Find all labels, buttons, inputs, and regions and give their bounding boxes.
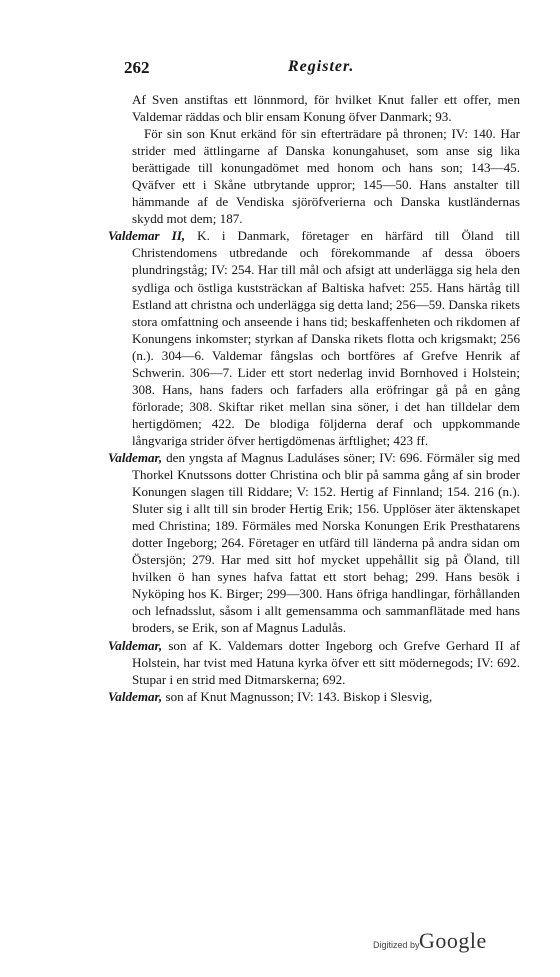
entry-text: Af Sven anstiftas ett lönnmord, för hvilket Knut faller ett offer, men Valdemar räddas och blir ensam Konung öfver Danmark; 93.	[132, 92, 520, 125]
entry-headword: Valdemar,	[108, 637, 163, 653]
page-number: 262	[124, 58, 150, 77]
register-entry	[108, 227, 520, 449]
register-body	[108, 91, 520, 705]
register-entry	[108, 125, 520, 227]
entry-text: son af Knut Magnusson; IV: 143. Biskop i Slesvig,	[165, 688, 433, 704]
entry-text: den yngsta af Magnus Laduláses söner; IV: 696. Förmäler sig med Thorkel Knutssons dotter Christina och blir på samma gång af sin broder Konungen slagen till Riddare; V: 152. Hertig af Finnland; 154. 216 (n.). Sluter sig i allt till sin broder Hertig Erik; 156. Upplöser äter äktenskapet med Christina; 189. Förmäles med Norska Konungen Erik Presthatarens dotter Ingeborg; 264. Företager en utfärd till länderna på andra sidan om Östersjön; 279. Har med sitt hof mycket uppehållit sig på Öland, till hvilken ö han synes hafva fattat ett stort behag; 299. Hans besök i Nyköping hos K. Birger; 299—300. Hans öfriga handlingar, förhållanden och lefnadsslut, såsom i allt gemensamma och sammanflätade med hans broders, se Erik, son af Magnus Ladulås.	[132, 449, 520, 636]
entry-paragraph	[108, 688, 520, 705]
register-entry	[108, 91, 520, 125]
entry-text: K. i Danmark, företager en härfärd till Öland till Christendomens utbredande och förekommande af dessa öboers plundringståg; IV: 254. Har till mål och afsigt att underlägga sig hela den sydliga och östliga kuststräckan af Baltiska hafvet: 255. Hans härtåg till Estland att christna och underlägga sig detta land; 256—59. Danska rikets stora omfattning och anseende i hans tid; beskaffenheten och rikdomen af Konungens inkomster; styrkan af Danska rikets flotta och krigsmakt; 256 (n.). 304—6. Valdemar fångslas och bortföres af Grefve Henrik af Schwerin. 306—7. Lider ett stort nederlag invid Bornhoved i Holstein; 308. Hans, hans faders och farfaders alla eröfringar gå på en gång förlorade; 308. Skiftar riket mellan sina söner, i det han tilldelar dem hertigdömen; 422. De blodiga följderna deraf och uppkommande långvariga strider öfver hertigdömenas ärftlighet; 423 ff.	[132, 228, 520, 448]
page-header	[120, 58, 370, 80]
digitization-watermark	[373, 928, 503, 958]
entry-headword: Valdemar,	[108, 688, 163, 704]
digitized-by-label: Digitized by	[373, 940, 420, 950]
entry-headword: Valdemar,	[108, 449, 163, 465]
running-title: Register.	[288, 58, 355, 75]
entry-paragraph	[108, 637, 520, 688]
register-entry	[108, 688, 520, 705]
entry-text: För sin son Knut erkänd för sin efterträdare på thronen; IV: 140. Har strider med ättlingarne af Danska konungahuset, som anse sig lika berättigade till konungadömet med honom och hans son; 143—45. Qväfver ett i Skåne utbrytande uppror; 145—50. Hans anstalter till hämmande af de Vendiska sjöröfverierna och Danska kustländernas skydd mot dem; 187.	[132, 126, 520, 227]
register-entry	[108, 637, 520, 688]
google-logo: Google	[419, 928, 487, 953]
entry-headword: Valdemar II,	[108, 228, 186, 244]
register-entry	[108, 449, 520, 637]
entry-text: son af K. Valdemars dotter Ingeborg och Grefve Gerhard II af Holstein, har tvist med Hatuna kyrka öfver ett sitt mödernegods; IV: 692. Stupar i en strid med Ditmarskerna; 692.	[132, 637, 520, 687]
entry-paragraph	[108, 449, 520, 637]
entry-paragraph	[108, 227, 520, 449]
